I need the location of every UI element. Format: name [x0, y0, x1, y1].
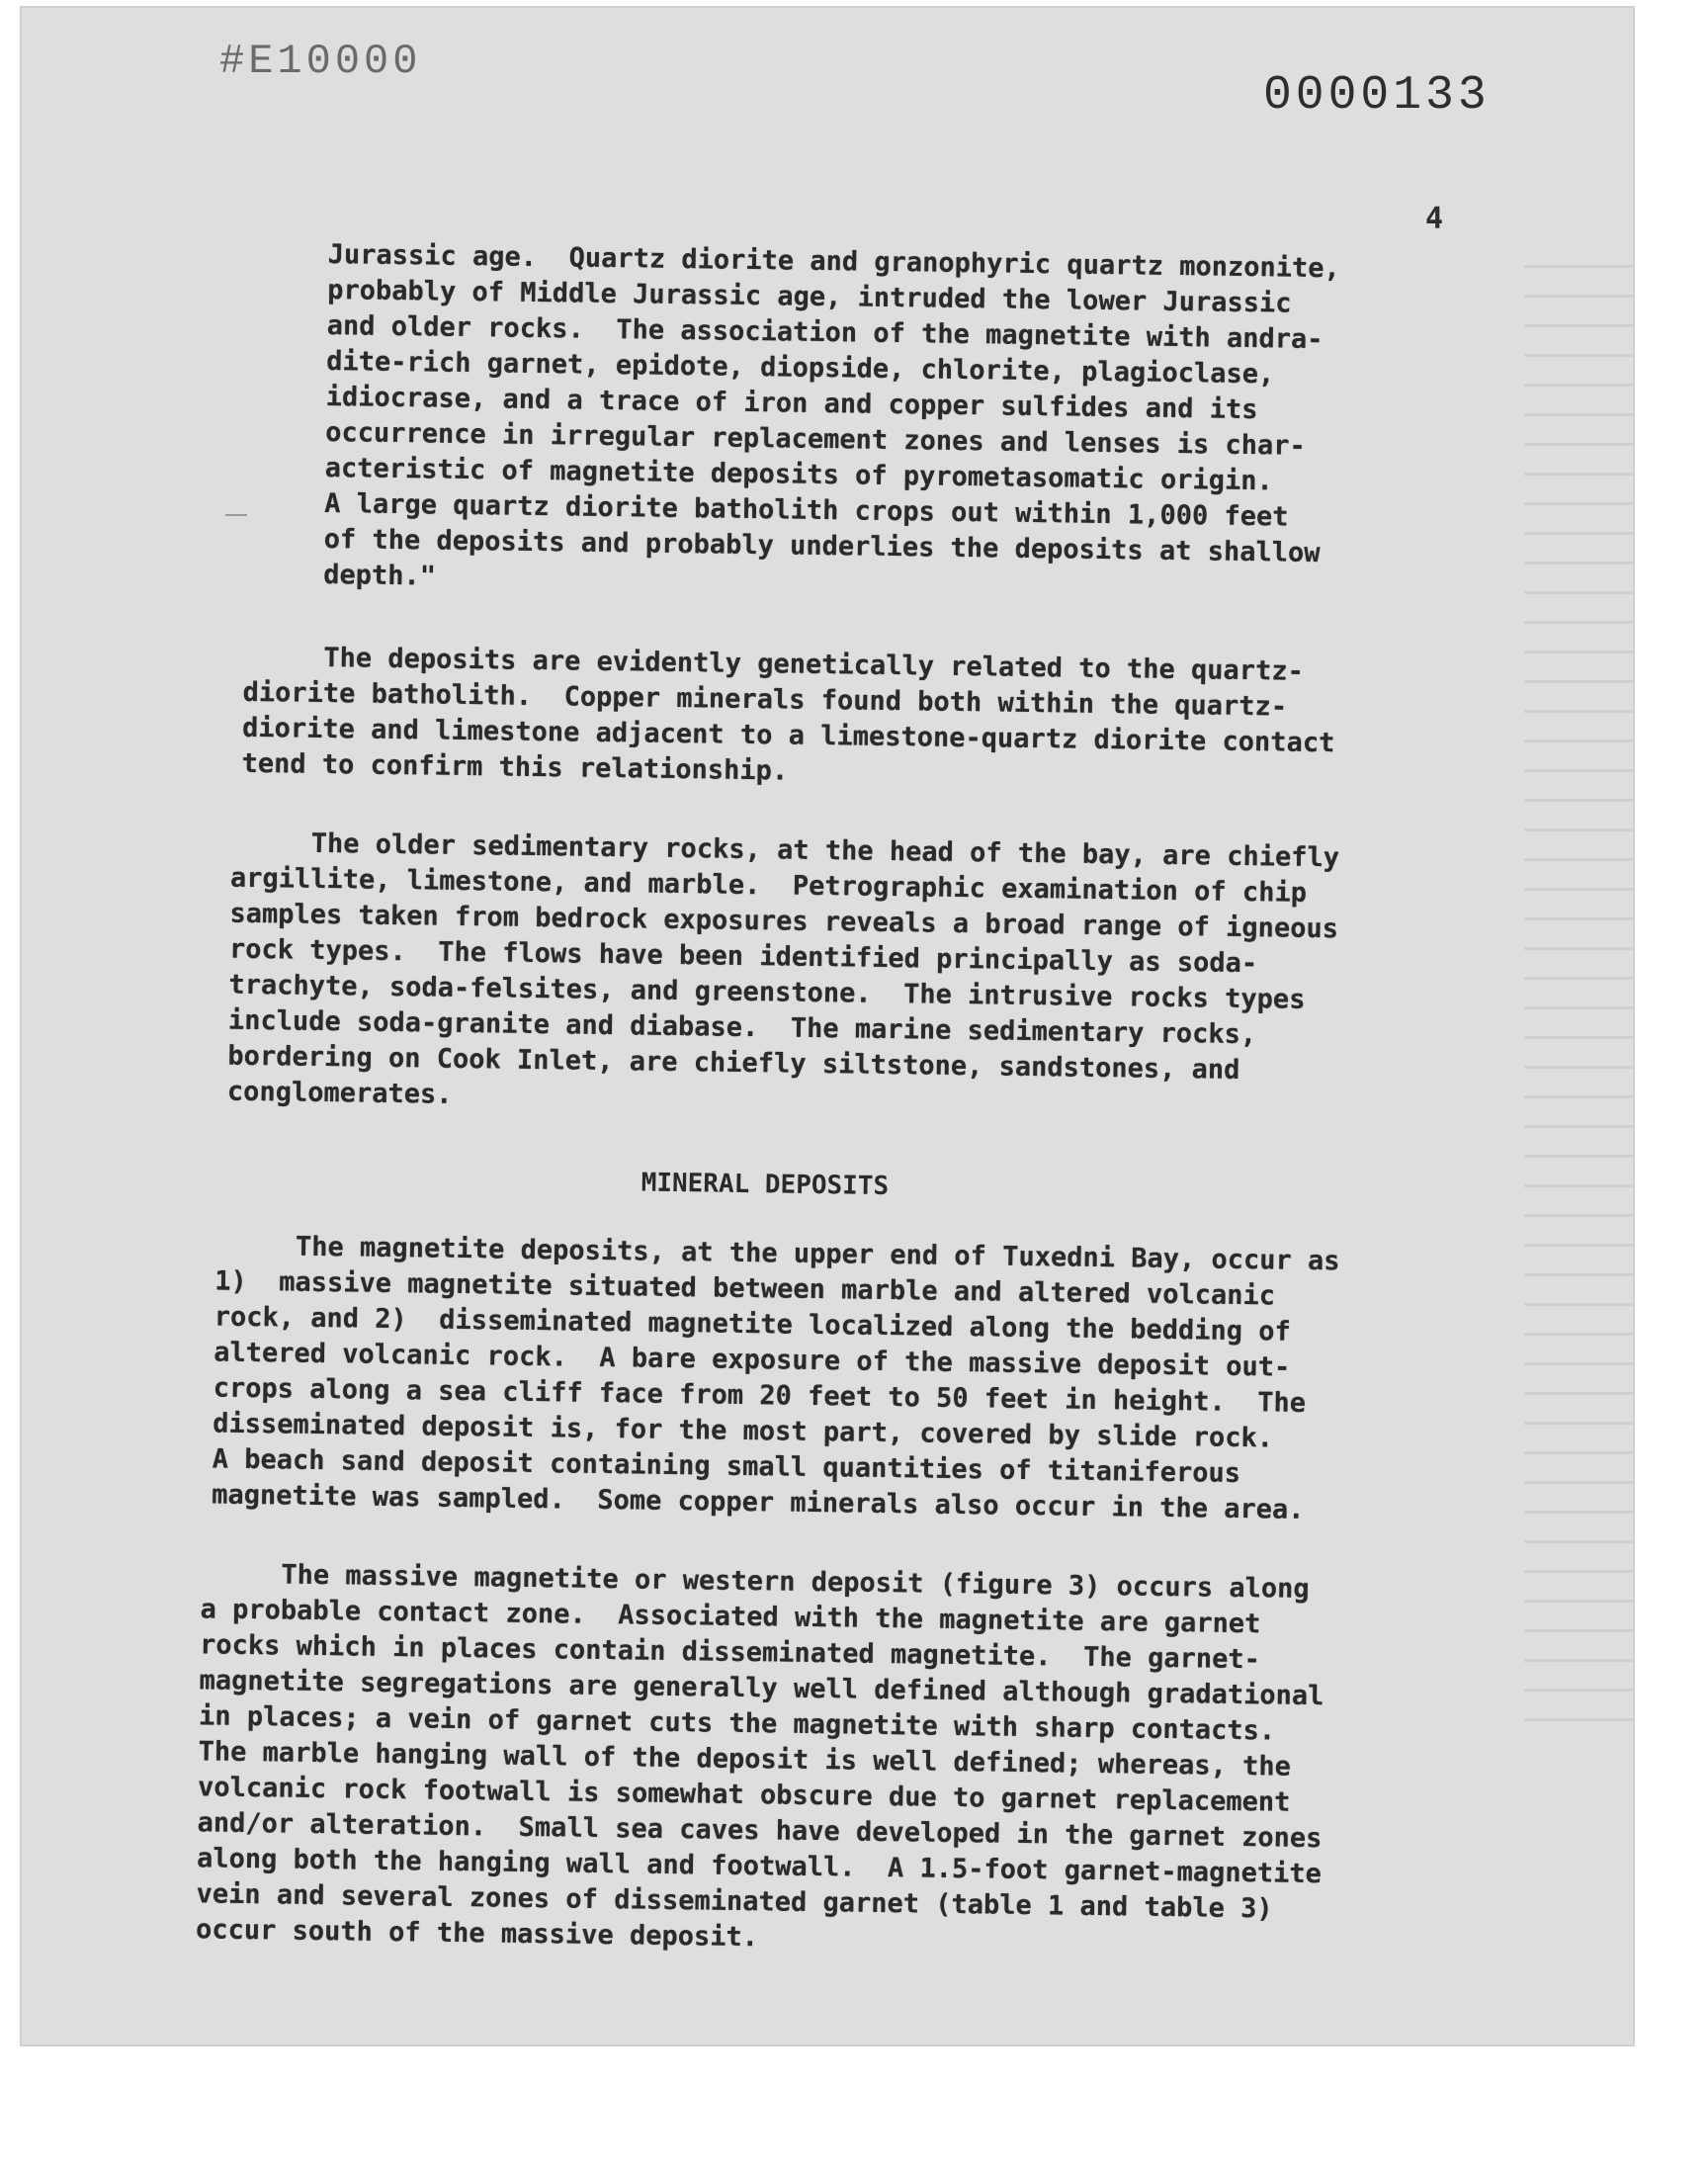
paragraph-western-deposit: The massive magnetite or western deposit (figure 3) occurs along a probable contact zone. Associated with the magnetite are garnet rocks which in places contain disseminated magnetite. The garnet- magnetite segregations are generally well defined although gradational in places; a vein of garnet cuts the magnetite with sharp contacts. The marble hanging wall of the deposit is well defined; whereas, the volcanic rock footwall is somewhat obscure due to garnet replacement and/or alteration. Small sea caves have developed in the garnet zones along both the hanging wall and footwall. A 1.5-foot garnet-magnetite vein and several zones of disseminated garnet (table 1 and table 3) occur south of the massive deposit. — [195, 1558, 1324, 1954]
margin-mark — [225, 514, 247, 516]
bleed-through-shadow — [1524, 265, 1633, 1748]
section-heading: MINERAL DEPOSITS — [640, 1168, 890, 1202]
paragraph-batholith: The deposits are evidently genetically related to the quartz- diorite batholith. Copper minerals found both within the quartz- diorite and limestone adjacent to a limestone-quartz diorite contact tend to confirm this relationship. — [241, 641, 1335, 787]
page-number: 4 — [1425, 202, 1444, 236]
paragraph-magnetite-deposits: The magnetite deposits, at the upper end of Tuxedni Bay, occur as 1) massive magnetite situated between marble and altered volcanic rock, and 2) disseminated magnetite localized along the bedding of altered volcanic rock. A bare exposure of the massive deposit out- crops along a sea cliff face from 20 feet to 50 feet in height. The disseminated deposit is, for the most part, covered by slide rock. A beach sand deposit containing small quantities of titaniferous magnetite was sampled. Some copper minerals also occur in the area. — [212, 1230, 1340, 1525]
paragraph-sedimentary-rocks: The older sedimentary rocks, at the head of the bay, are chiefly argillite, limestone, and marble. Petrographic examination of chip samples taken from bedrock exposures reveals a broad range of igneous rock types. The flows have been identified principally as soda- trachyte, soda-felsites, and greenstone. The intrusive rocks types include soda-granite and diabase. The marine sedimentary rocks, bordering on Cook Inlet, are chiefly siltstone, sandstones, and conglomerates. — [226, 826, 1340, 1110]
body-text — [195, 237, 1485, 1965]
page-sequence-stamp: 0000133 — [1263, 69, 1491, 123]
quote-continuation-paragraph: Jurassic age. Quartz diorite and granophyric quartz monzonite, probably of Middle Jurassic age, intruded the lower Jurassic and older rocks. The association of the magnetite with andra- dite-rich garnet, epidote, diopside, chlorite, plagioclase, idiocrase, and a trace of iron and copper sulfides and its occurrence in irregular replacement zones and lenses is char- acteristic of magnetite deposits of pyrometasomatic origin. A large quartz diorite batholith crops out within 1,000 feet of the deposits and probably underlies the deposits at shallow depth." — [323, 238, 1340, 592]
scanned-page — [22, 8, 1633, 2044]
document-id-stamp: #E10000 — [219, 38, 422, 85]
